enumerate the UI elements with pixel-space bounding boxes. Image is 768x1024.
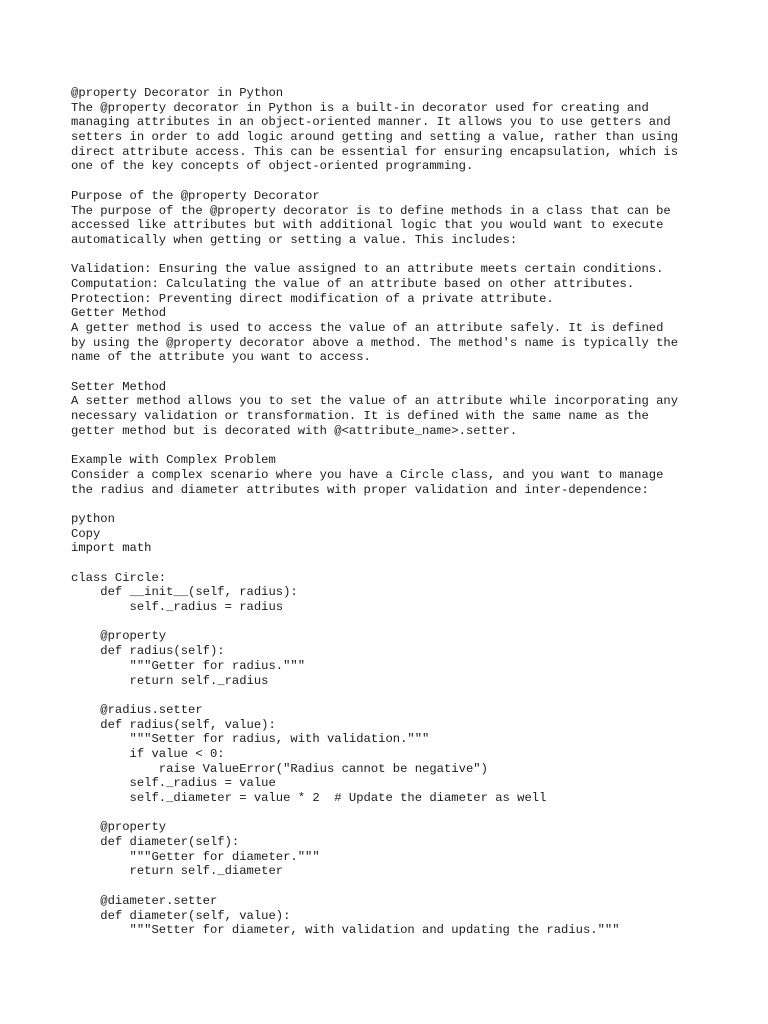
section-heading-example: Example with Complex Problem: [71, 453, 276, 468]
document-page: [71, 86, 731, 938]
code-language-label: python: [71, 511, 115, 526]
getter-paragraph-line: A getter method is used to access the value of an attribute safely. It is defined: [71, 321, 664, 335]
code-line: [71, 806, 731, 821]
setter-paragraph-line: A setter method allows you to set the value of an attribute while incorporating any: [71, 394, 679, 409]
code-line: return self._radius: [71, 673, 269, 688]
blank-line: [71, 174, 731, 189]
code-line: raise ValueError("Radius cannot be negative"): [71, 761, 488, 776]
code-line: self._radius = radius: [71, 600, 284, 615]
code-line: self._radius = value: [71, 776, 276, 791]
code-line: [71, 556, 731, 571]
intro-paragraph-line: one of the key concepts of object-oriented programming.: [71, 159, 474, 174]
code-line: def radius(self):: [71, 644, 225, 659]
code-line: """Getter for diameter.""": [71, 849, 320, 864]
code-line: [71, 688, 731, 703]
list-item-validation: Validation: Ensuring the value assigned to an attribute meets certain conditions.: [71, 262, 664, 277]
setter-paragraph-line: getter method but is decorated with @<attribute_name>.setter.: [71, 423, 518, 438]
blank-line: [71, 248, 731, 263]
example-paragraph-line: the radius and diameter attributes with proper validation and inter-dependence:: [71, 482, 649, 497]
code-line: """Setter for radius, with validation.""": [71, 732, 430, 747]
code-line: class Circle:: [71, 570, 167, 585]
intro-paragraph-line: The @property decorator in Python is a built-in decorator used for creating and: [71, 100, 649, 115]
code-line: """Getter for radius.""": [71, 658, 306, 673]
section-heading-purpose: Purpose of the @property Decorator: [71, 188, 320, 203]
code-line: return self._diameter: [71, 864, 284, 879]
blank-line: [71, 365, 731, 380]
section-heading-getter: Getter Method: [71, 306, 167, 321]
getter-paragraph-line: name of the attribute you want to access.: [71, 350, 371, 365]
purpose-paragraph-line: accessed like attributes but with additional logic that you would want to execute: [71, 218, 664, 233]
purpose-paragraph-line: The purpose of the @property decorator is to define methods in a class that can be: [71, 203, 671, 218]
list-item-protection: Protection: Preventing direct modification of a private attribute.: [71, 291, 554, 306]
intro-paragraph-line: managing attributes in an object-oriented manner. It allows you to use getters and: [71, 115, 671, 130]
intro-paragraph-line: setters in order to add logic around getting and setting a value, rather than using: [71, 130, 679, 145]
code-line: def diameter(self, value):: [71, 908, 291, 923]
code-line: if value < 0:: [71, 746, 225, 761]
doc-title: @property Decorator in Python: [71, 86, 284, 100]
code-line: @property: [71, 629, 167, 644]
code-line: [71, 879, 731, 894]
section-heading-setter: Setter Method: [71, 379, 167, 394]
code-line: @diameter.setter: [71, 893, 218, 908]
copy-label: Copy: [71, 526, 101, 541]
getter-paragraph-line: by using the @property decorator above a method. The method's name is typically the: [71, 335, 679, 350]
setter-paragraph-line: necessary validation or transformation. It is defined with the same name as the: [71, 409, 649, 424]
code-line: def radius(self, value):: [71, 717, 276, 732]
list-item-computation: Computation: Calculating the value of an attribute based on other attributes.: [71, 276, 635, 291]
code-line: def diameter(self):: [71, 835, 240, 850]
code-line: def __init__(self, radius):: [71, 585, 298, 600]
blank-line: [71, 497, 731, 512]
code-line: [71, 615, 731, 630]
example-paragraph-line: Consider a complex scenario where you have a Circle class, and you want to manage: [71, 467, 664, 482]
code-line: @property: [71, 820, 167, 835]
code-line: """Setter for diameter, with validation and updating the radius.""": [71, 923, 620, 938]
code-line: import math: [71, 541, 152, 556]
code-line: self._diameter = value * 2 # Update the diameter as well: [71, 791, 547, 805]
intro-paragraph-line: direct attribute access. This can be essential for ensuring encapsulation, which is: [71, 144, 679, 159]
purpose-paragraph-line: automatically when getting or setting a value. This includes:: [71, 232, 518, 247]
blank-line: [71, 439, 731, 454]
code-line: @radius.setter: [71, 702, 203, 717]
